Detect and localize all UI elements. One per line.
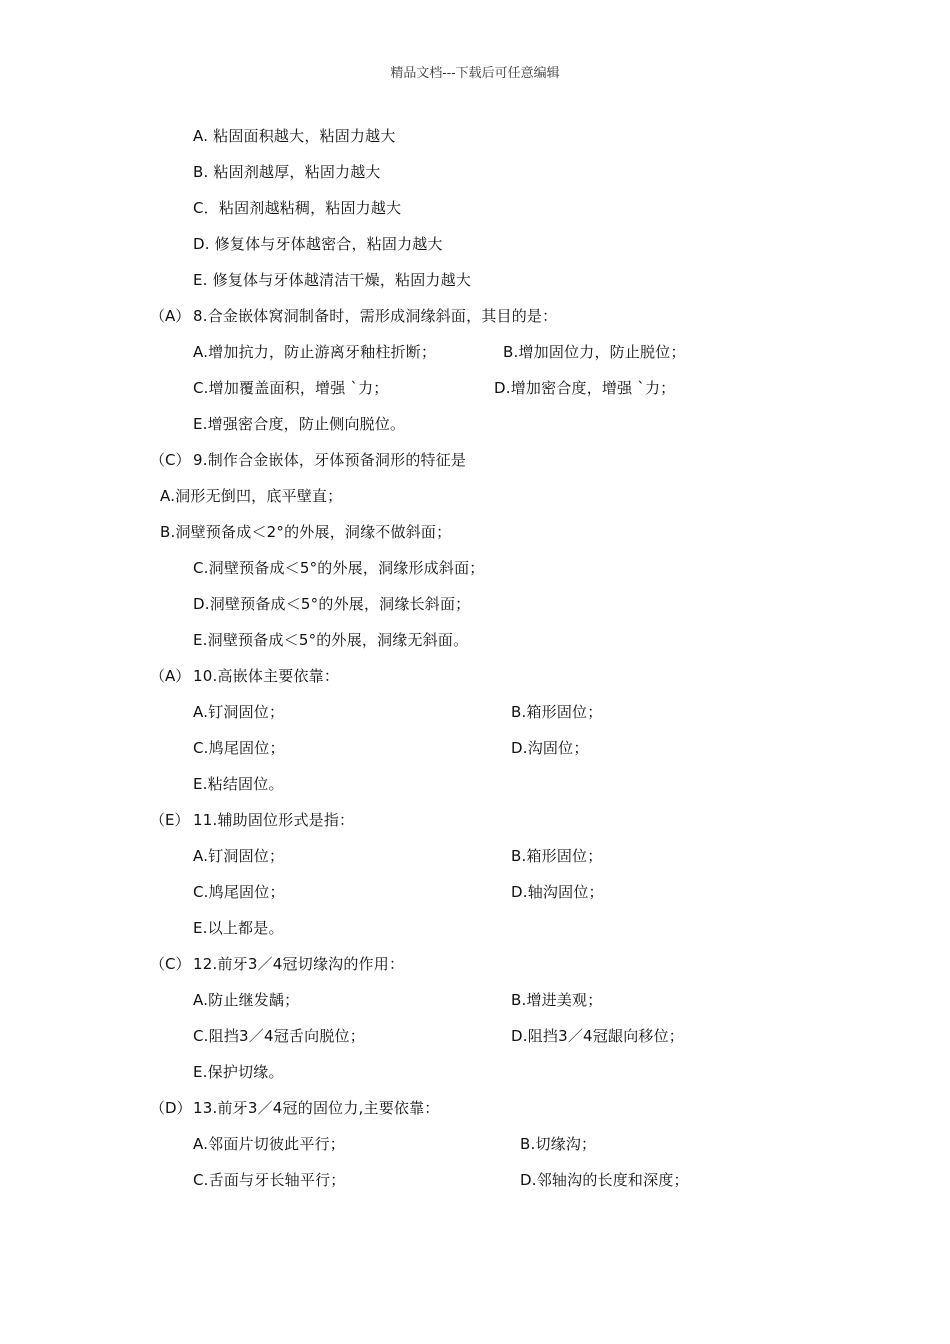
q7-option-d: D. 修复体与牙体越密合，粘固力越大 (193, 235, 443, 253)
q11-stem: 11.辅助固位形式是指： (193, 811, 355, 829)
q8-option-e: E.增强密合度，防止侧向脱位。 (193, 415, 406, 433)
q9-stem: 9.制作合金嵌体，牙体预备洞形的特征是 (193, 451, 467, 469)
q8-option-a: A.增加抗力，防止游离牙釉柱折断； (193, 343, 437, 361)
q13-option-a: A.邻面片切彼此平行； (193, 1135, 345, 1153)
q8-option-d: D.增加密合度，增强 `力； (494, 379, 676, 397)
q10-option-e: E.粘结固位。 (193, 775, 284, 793)
q10-option-b: B.箱形固位； (511, 703, 603, 721)
q7-option-b: B. 粘固剂越厚，粘固力越大 (193, 163, 381, 181)
page-header: 精品文档---下载后可任意编辑 (390, 66, 560, 81)
q11-option-c: C.鸠尾固位； (193, 883, 285, 901)
q9-option-e: E.洞壁预备成＜5°的外展，洞缘无斜面。 (193, 631, 469, 649)
q12-stem: 12.前牙3／4冠切缘沟的作用： (193, 955, 405, 973)
q8-stem: 8.合金嵌体窝洞制备时，需形成洞缘斜面，其目的是： (193, 307, 558, 325)
q10-answer: （A） (150, 667, 191, 685)
q8-answer: （A） (150, 307, 191, 325)
q10-option-c: C.鸠尾固位； (193, 739, 285, 757)
q11-option-a: A.钉洞固位； (193, 847, 285, 865)
q13-option-b: B.切缘沟； (520, 1135, 597, 1153)
q11-answer: （E） (150, 811, 190, 829)
q8-option-c: C.增加覆盖面积，增强 `力； (193, 379, 389, 397)
q10-option-a: A.钉洞固位； (193, 703, 285, 721)
q13-option-d: D.邻轴沟的长度和深度； (520, 1171, 689, 1189)
q7-option-c: C．粘固剂越粘稠，粘固力越大 (193, 199, 402, 217)
q11-option-d: D.轴沟固位； (511, 883, 604, 901)
q10-option-d: D.沟固位； (511, 739, 589, 757)
q12-option-b: B.增进美观； (511, 991, 603, 1009)
q13-stem: 13.前牙3／4冠的固位力,主要依靠： (193, 1099, 440, 1117)
q11-option-b: B.箱形固位； (511, 847, 603, 865)
q10-stem: 10.高嵌体主要依靠： (193, 667, 340, 685)
q9-option-b: B.洞壁预备成＜2°的外展，洞缘不做斜面； (160, 523, 452, 541)
q7-option-e: E. 修复体与牙体越清洁干燥，粘固力越大 (193, 271, 472, 289)
q8-option-b: B.增加固位力，防止脱位； (503, 343, 686, 361)
q7-option-a: A. 粘固面积越大，粘固力越大 (193, 127, 396, 145)
q12-option-c: C.阻挡3／4冠舌向脱位； (193, 1027, 365, 1045)
q13-option-c: C.舌面与牙长轴平行； (193, 1171, 346, 1189)
q12-answer: （C） (150, 955, 191, 973)
q12-option-e: E.保护切缘。 (193, 1063, 284, 1081)
q13-answer: （D） (150, 1099, 192, 1117)
q9-option-c: C.洞壁预备成＜5°的外展，洞缘形成斜面； (193, 559, 485, 577)
q11-option-e: E.以上都是。 (193, 919, 284, 937)
q9-option-a: A.洞形无倒凹，底平壁直； (160, 487, 343, 505)
q12-option-a: A.防止继发龋； (193, 991, 300, 1009)
q9-option-d: D.洞壁预备成＜5°的外展，洞缘长斜面； (193, 595, 471, 613)
q12-option-d: D.阻挡3／4冠龈向移位； (511, 1027, 685, 1045)
q9-answer: （C） (150, 451, 191, 469)
